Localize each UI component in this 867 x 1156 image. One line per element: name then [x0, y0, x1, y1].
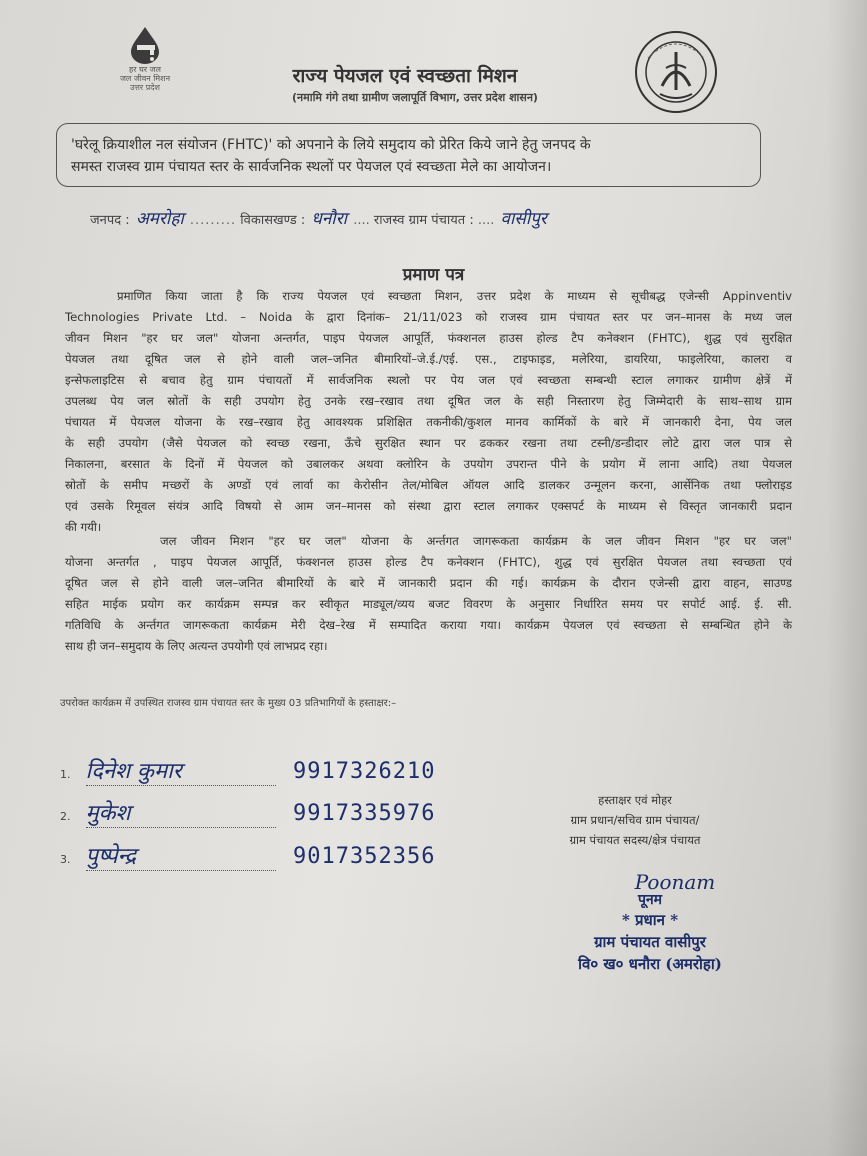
- organization-title: राज्य पेयजल एवं स्वच्छता मिशन: [292, 65, 518, 87]
- paragraph-line: गतिविधि के अर्न्तगत जागरूकता कार्यक्रम मेरी देख–रेख में सम्पादित कराया गया। कार्यक्रम पेयजल एवं स्वच्छता से सम्बन्धित होने के: [65, 618, 792, 632]
- paragraph-line: की गयी।: [65, 520, 102, 534]
- participant-signature: दिनेश कुमार: [86, 755, 276, 786]
- participant-row: [60, 755, 435, 786]
- paragraph-line: निकालना, बरसात के दिनों में पेयजल को उबालकर अथवा क्लोरिन के उपयोग उपरान्त पीने के प्रयोग में लाना आदि) तथा पेयजल: [65, 457, 792, 471]
- pradhan-name: पूनम: [637, 892, 663, 908]
- block-label: विकासखण्ड :: [240, 213, 306, 228]
- signature-label: हस्ताक्षर एवं मोहर: [598, 793, 672, 807]
- pradhan-signature: Poonam: [634, 870, 716, 894]
- participant-number: 1.: [60, 768, 71, 781]
- participant-phone: 9017352356: [293, 844, 436, 869]
- paragraph-line: सहित माईक प्रयोग कर कार्यक्रम सम्पन्न कर स्वीकृत माड्यूल/व्यय बजट विवरण के अनुसार निर्धारित समय पर सपोर्ट आई. ई. सी.: [65, 597, 792, 611]
- paragraph-line: साथ ही जन–समुदाय के लिए अत्यन्त उपयोगी एवं लाभप्रद रहा।: [65, 639, 328, 653]
- participant-number: 3.: [60, 853, 71, 866]
- paragraph-line: जीवन मिशन "हर घर जल" योजना अन्तर्गत, पाइप पेयजल आपूर्ति, फंक्शनल हाउस होल्ड टैप कनेक्शन (FHTC), शुद्ध एवं सुरक्षित: [65, 331, 792, 345]
- participant-number: 2.: [60, 810, 71, 823]
- paragraph-line: के सही उपयोग (जैसे पेयजल को स्वच्छ रखना, ऊँचे सुरक्षित स्थान पर ढककर रखना तथा टस्नी/डन्डीदार लोटे द्वारा जल पात्र से: [65, 436, 792, 450]
- signature-role-1: ग्राम प्रधान/सचिव ग्राम पंचायत/: [570, 813, 700, 827]
- participant-row: [60, 840, 435, 871]
- paragraph-line: इन्सेफलाइटिस से बचाव हेतु ग्राम पंचायतों में सार्वजनिक स्थलो पर पेय जल एवं स्वच्छता सम्बन्धी स्टाल लगाकर ग्रामीण क्षेत्रें में: [65, 373, 792, 387]
- location-fields: जनपद : अमरोहा ......... विकासखण्ड : धनौरा .... राजस्व ग्राम पंचायत : .... वासीपुर: [90, 209, 547, 229]
- block-value: धनौरा: [311, 209, 348, 229]
- event-banner: [56, 123, 761, 187]
- participant-phone: 9917326210: [293, 759, 436, 784]
- banner-line-1: 'घरेलू क्रियाशील नल संयोजन (FHTC)' को अपनाने के लिये समुदाय को प्रेरित किये जाने हेतु जनपद के: [71, 137, 591, 153]
- paragraph-line: उपलब्ध पेय जल स्रोतों के सही उपयोग हेतु उनके रख–रखाव तथा दूषित जल के सही निस्तारण हेतु जिम्मेदारी के साथ–साथ ग्राम: [65, 394, 792, 408]
- paragraph-line: दूषित जल से होने वाली जल–जनित बीमारियों के बारे में जानकारी प्रदान की गई। कार्यक्रम के दौरान एजेन्सी द्वारा वाहन, साउण्ड: [65, 576, 792, 590]
- signature-role-2: ग्राम पंचायत सदस्य/क्षेत्र पंचायत: [569, 833, 701, 847]
- official-signature-block: [525, 790, 745, 850]
- participants-intro: उपरोक्त कार्यक्रम में उपस्थित राजस्व ग्राम पंचायत स्तर के मुख्य 03 प्रतिभागियों के हस्ताक्षर:–: [60, 698, 397, 709]
- stamp-designation: * प्रधान *: [621, 911, 679, 929]
- logo-caption-1: हर घर जल: [129, 65, 161, 74]
- logo-caption-2: जल जीवन मिशन: [119, 74, 171, 83]
- document-heading: प्रमाण पत्र: [402, 265, 465, 285]
- page-shadow: [0, 1036, 867, 1156]
- page-shadow: [827, 0, 867, 1156]
- paragraph-line: पेयजल तथा दूषित जल से होने वाली जल–जनित बीमारियों–जे.ई./एई. एस., टाइफाइड, मलेरिया, डायरिया, फाइलेरिया, कालरा व: [65, 352, 792, 366]
- participant-row: [60, 797, 435, 828]
- certificate-paragraph-2: [65, 531, 792, 657]
- jal-jeevan-mission-logo: [105, 25, 185, 92]
- stamp-panchayat: ग्राम पंचायत वासीपुर: [594, 933, 706, 951]
- panchayat-label: राजस्व ग्राम पंचायत :: [373, 213, 474, 228]
- panchayat-value: वासीपुर: [500, 209, 547, 229]
- organization-subtitle: (नमामि गंगे तथा ग्रामीण जलापूर्ति विभाग, उत्तर प्रदेश शासन): [292, 91, 538, 104]
- paragraph-line: योजना अन्तर्गत , पाइप पेयजल आपूर्ति, फंक्शनल हाउस होल्ड टैप कनेक्शन (FHTC), शुद्ध एवं सुरक्षित पेयजल तथा स्वच्छता एवं: [65, 555, 792, 569]
- certificate-paragraph-1: [65, 286, 792, 538]
- pradhan-stamp: [520, 870, 780, 975]
- banner-line-2: समस्त राजस्व ग्राम पंचायत स्तर के सार्वजनिक स्थलों पर पेयजल एवं स्वच्छता मेले का आयोजन।: [71, 159, 552, 175]
- participant-phone: 9917335976: [293, 801, 436, 826]
- participant-signature: पुष्पेन्द्र: [86, 840, 276, 871]
- paragraph-line: Technologies Private Ltd. – Noida के द्वारा दिनांक– 21/11/023 को राजस्व ग्राम पंचायत स्तर पर जन–मानस के मध्य जल: [65, 310, 792, 324]
- participant-signature: मुकेश: [86, 797, 276, 828]
- stamp-block-district: वि० ख० धनौरा (अमरोहा): [578, 955, 722, 973]
- paragraph-line: एवं उसके रिमूवल संयंत्र आदि विषयो से आम जन–मानस को संस्था द्वारा स्टाल लगाकर एक्सपर्ट के माध्यम से विस्तृत जानकारी प्रदान: [65, 499, 792, 513]
- water-drop-tap-icon: [123, 25, 167, 65]
- up-government-emblem-icon: [632, 28, 720, 116]
- logo-caption-3: उत्तर प्रदेश: [130, 83, 160, 92]
- district-label: जनपद :: [90, 213, 130, 228]
- paragraph-line: स्रोतों के समीप मच्छरों के अण्डों एवं लार्वा का केरोसीन तेल/मोबिल ऑयल आदि डालकर उन्मूलन करना, आर्सेनिक तथा फ्लोराइड: [65, 478, 792, 492]
- paragraph-line: पंचायत में पेयजल योजना के रख–रखाव हेतु आवश्यक प्रशिक्षित तकनीकी/कुशल मानव कार्मिकों के बारे में जानकारी देना, पेय जल: [65, 415, 792, 429]
- paragraph-line: प्रमाणित किया जाता है कि राज्य पेयजल एवं स्वच्छता मिशन, उत्तर प्रदेश के माध्यम से सूचीबद्ध एजेन्सी Appinventiv: [117, 289, 792, 303]
- district-value: अमरोहा: [135, 209, 184, 229]
- paragraph-line: जल जीवन मिशन "हर घर जल" योजना के अर्न्तगत जागरूकता कार्यक्रम के जल जीवन मिशन "हर घर जल": [160, 534, 792, 548]
